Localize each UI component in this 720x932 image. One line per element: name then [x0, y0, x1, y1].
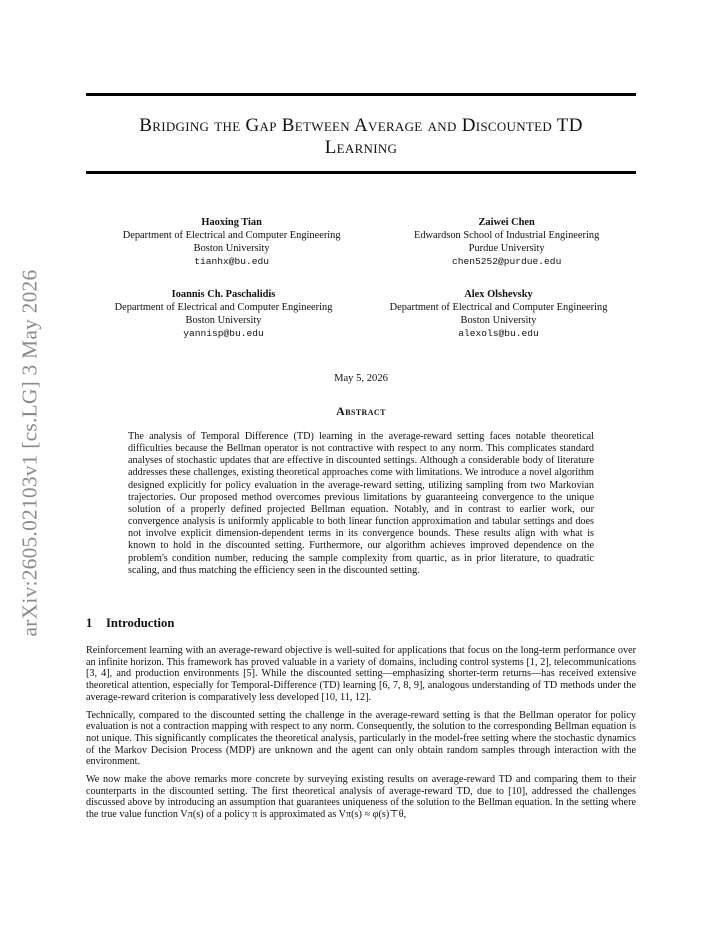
author-institution: Boston University	[460, 315, 537, 326]
author-name: Zaiwei Chen	[478, 217, 535, 228]
author-affiliation: Edwardson School of Industrial Engineering	[414, 230, 600, 241]
abstract-heading: Abstract	[336, 404, 386, 418]
author-affiliation: Department of Electrical and Computer Engineering	[389, 302, 608, 313]
section-number: 1	[86, 616, 93, 630]
author-name: Haoxing Tian	[201, 217, 262, 228]
title-bottom-rule	[86, 171, 636, 174]
author-institution: Purdue University	[468, 243, 545, 254]
introduction-body	[86, 645, 636, 827]
title-line-1: Bridging the Gap Between Average and Discounted TD	[139, 115, 583, 136]
author-name: Ioannis Ch. Paschalidis	[171, 289, 276, 300]
title-top-rule	[86, 93, 636, 96]
authors-row-2	[86, 288, 636, 340]
author-email: tianhx@bu.edu	[194, 256, 270, 267]
body-paragraph: Technically, compared to the discounted setting the challenge in the average-reward setting is that the Bellman operator for policy evaluation is not a contraction mapping with respect to any norm. Consequently, the solution to the corresponding Bellman equation is not unique. This significantly complicates the theoretical analysis, particularly in the model-free setting where the stochastic dynamics of the Markov Decision Process (MDP) are unknown and the agent can only obtain random samples through interaction with the environment.	[86, 709, 636, 768]
author-affiliation: Department of Electrical and Computer Engineering	[122, 230, 341, 241]
author-institution: Boston University	[193, 243, 270, 254]
author-email: yannisp@bu.edu	[183, 328, 264, 339]
section-title: Introduction	[106, 616, 175, 630]
author-block	[390, 288, 608, 340]
author-email: alexols@bu.edu	[458, 328, 539, 339]
paper-date: May 5, 2026	[334, 373, 388, 384]
author-block	[123, 216, 341, 268]
paper-title	[86, 115, 636, 159]
body-paragraph: We now make the above remarks more concrete by surveying existing results on average-reward TD and comparing them to their counterparts in the discounted setting. The first theoretical analysis of average-reward TD, due to [10], addressed the challenges discussed above by introducing an assumption that guarantees uniqueness of the solution to the Bellman equation. In the setting where the true value function Vπ(s) of a policy π is approximated as Vπ(s) ≈ φ(s)⊤θ,	[86, 774, 636, 821]
arxiv-side-stamp	[8, 258, 52, 648]
section-heading	[86, 616, 636, 631]
body-paragraph: Reinforcement learning with an average-reward objective is well-suited for applications that focus on the long-term performance over an infinite horizon. This framework has proved valuable in a variety of domains, including control systems [1, 2], telecommunications [3, 4], and production environments [5]. While the discounted setting—emphasizing shorter-term returns—has received extensive theoretical attention, especially for Temporal-Difference (TD) learning [6, 7, 8, 9], analogous understanding of TD methods under the average-reward criterion is comparatively less developed [10, 11, 12].	[86, 645, 636, 703]
author-affiliation: Department of Electrical and Computer Engineering	[114, 302, 333, 313]
author-email: chen5252@purdue.edu	[451, 256, 562, 267]
author-institution: Boston University	[185, 315, 262, 326]
abstract-text: The analysis of Temporal Difference (TD) learning in the average-reward setting faces notable theoretical difficulties because the Bellman operator is not contractive with respect to any norm. This complicates standard analyses of stochastic updates that are effective in discounted settings. Although a considerable body of literature addresses these challenges, existing theoretical approaches come with limitations. We introduce a novel algorithm designed explicitly for policy evaluation in the average-reward setting, utilizing sampling from two Markovian trajectories. Our proposed method overcomes previous limitations by guaranteeing convergence to the unique solution of a properly defined projected Bellman equation. Notably, and in contrast to earlier work, our convergence analysis is uniformly applicable to both linear function approximation and tabular settings and does not involve explicit dimension-dependent terms in its convergence bounds. These results align with what is known to hold in the discounted setting. Furthermore, our algorithm achieves improved dependence on the problem's condition number, reducing the sample complexity from quartic, as in prior literature, to quadratic scaling, and thus matching the efficiency seen in the discounted setting.	[128, 431, 594, 576]
author-block	[115, 288, 333, 340]
authors-row-1	[86, 216, 636, 268]
title-line-2: Learning	[324, 137, 398, 158]
author-block	[414, 216, 599, 268]
arxiv-identifier: arXiv:2605.02103v1 [cs.LG] 3 May 2026	[17, 269, 42, 637]
author-name: Alex Olshevsky	[464, 289, 533, 300]
